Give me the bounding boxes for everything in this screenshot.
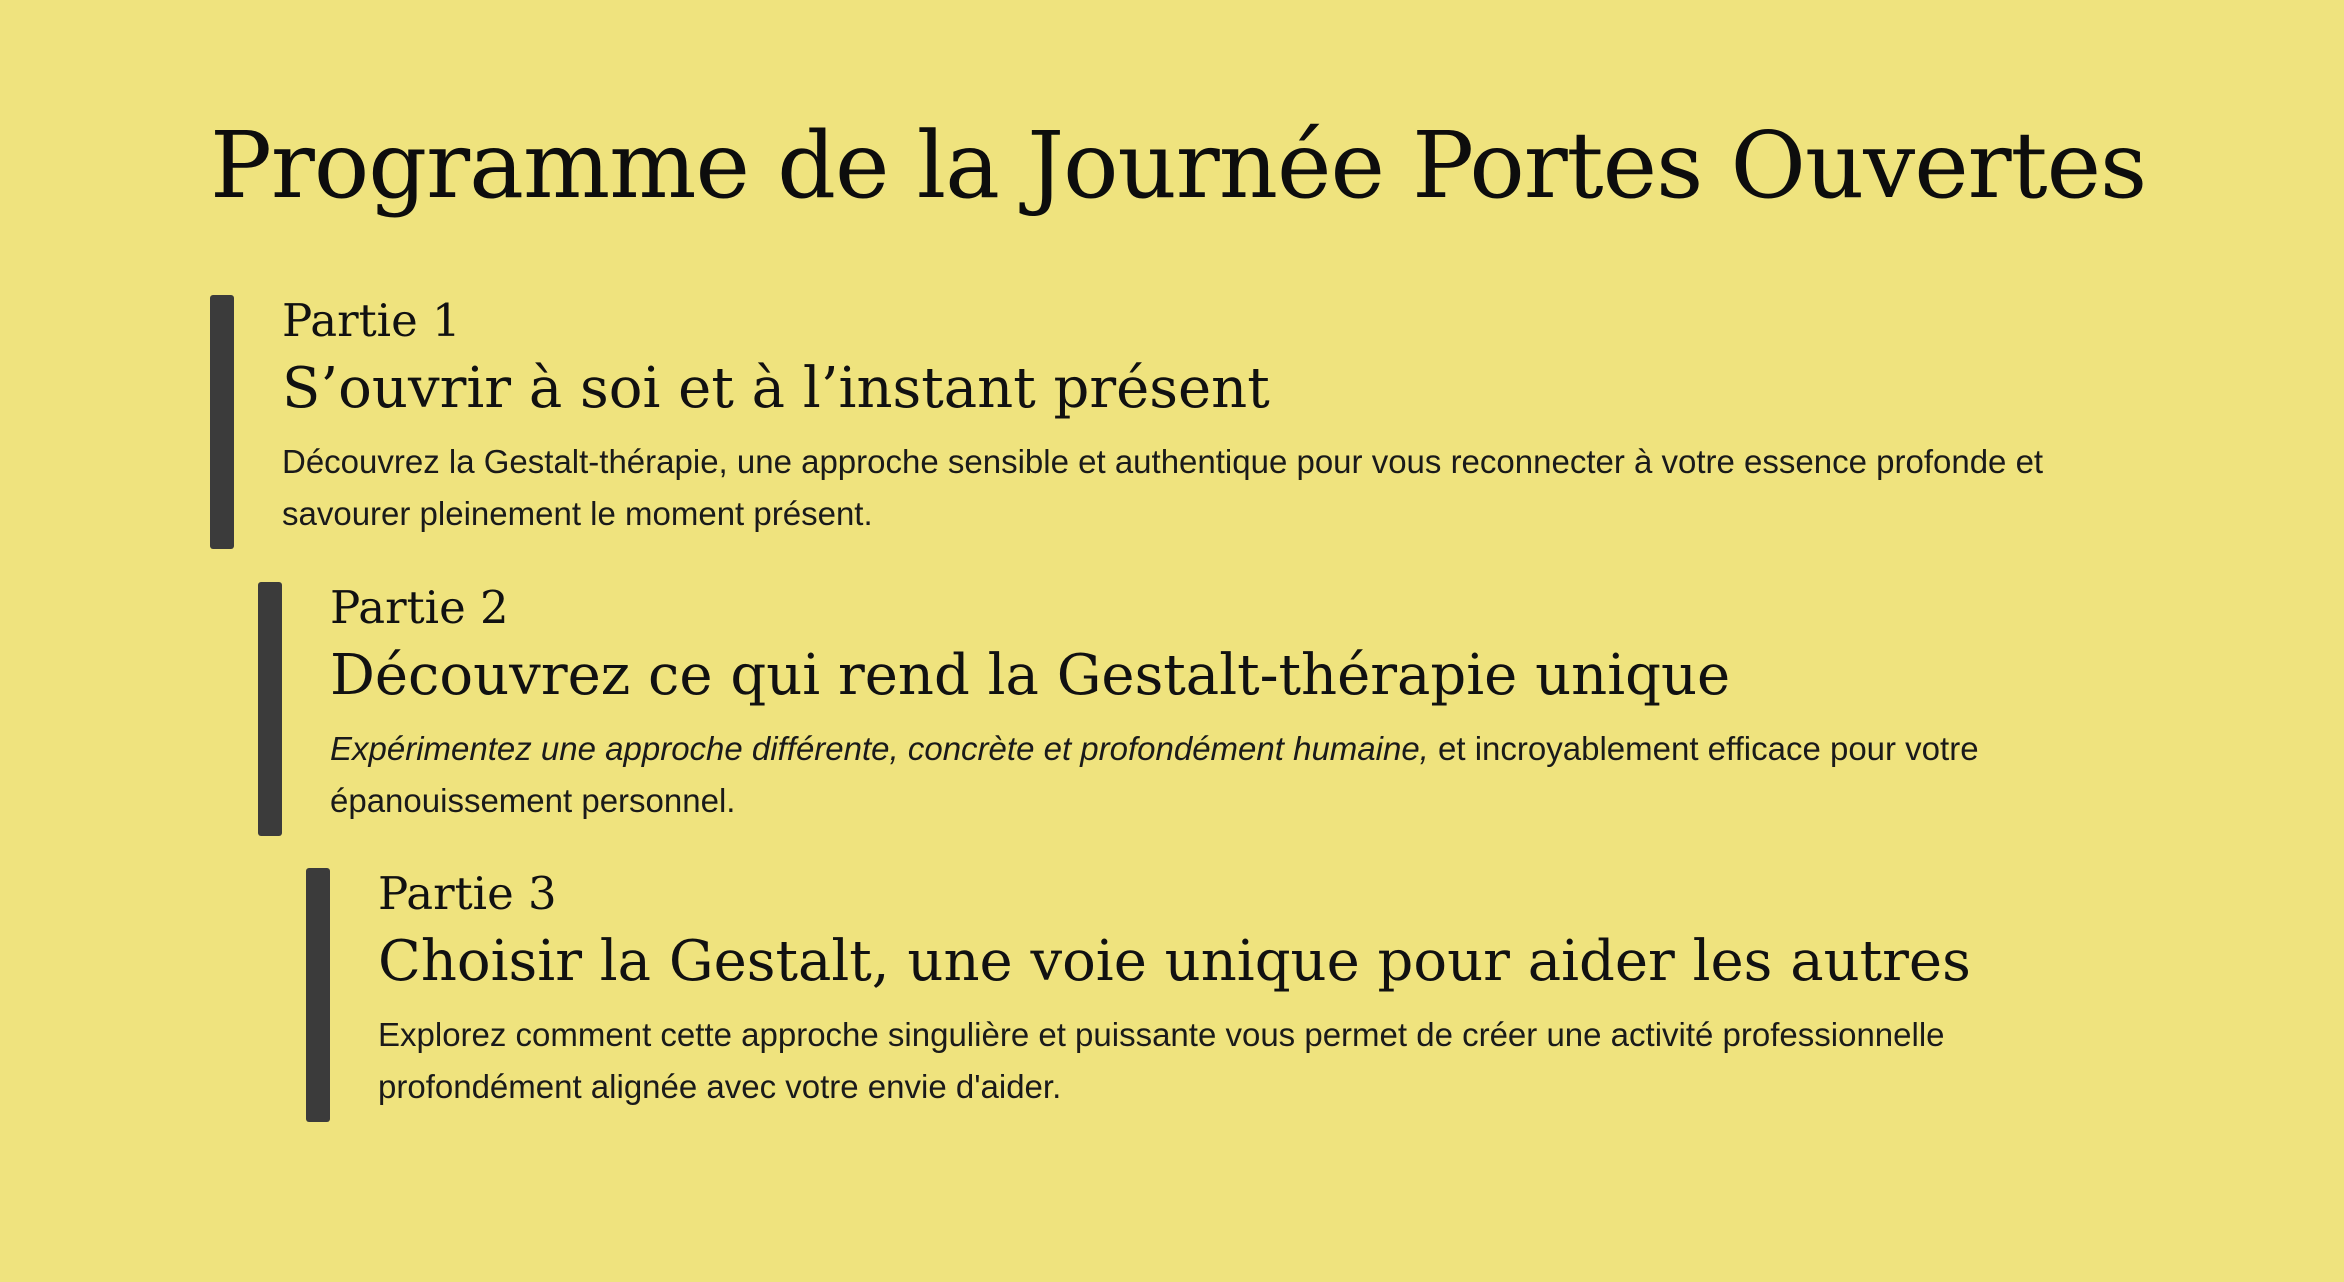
- part-2-title: Découvrez ce qui rend la Gestalt-thérapie unique: [330, 642, 1731, 708]
- part-3-label: Partie 3: [378, 867, 557, 920]
- part-3-description: Explorez comment cette approche singulière et puissante vous permet de créer une activité professionnelle profondément alignée avec votre envie d'aider.: [378, 1015, 1945, 1105]
- part-3-content: [378, 868, 2156, 1122]
- part-1-content: [282, 295, 2060, 549]
- part-3-title: Choisir la Gestalt, une voie unique pour aider les autres: [378, 928, 1971, 994]
- part-2-description-rest: et incroyablement efficace pour votre épanouissement personnel.: [330, 729, 1979, 819]
- program-part-2: [258, 582, 2108, 836]
- program-part-3: [306, 868, 2156, 1122]
- part-1-label: Partie 1: [282, 294, 461, 347]
- part-2-description-italic: Expérimentez une approche différente, concrète et profondément humaine,: [330, 729, 1429, 767]
- part-2-label: Partie 2: [330, 581, 509, 634]
- part-3-accent-bar: [306, 868, 330, 1122]
- part-2-content: [330, 582, 2108, 836]
- program-part-1: [210, 295, 2060, 549]
- part-1-accent-bar: [210, 295, 234, 549]
- part-1-title: S’ouvrir à soi et à l’instant présent: [282, 355, 1270, 421]
- part-2-description: [330, 723, 2108, 827]
- part-2-accent-bar: [258, 582, 282, 836]
- page-title: Programme de la Journée Portes Ouvertes: [210, 112, 2147, 219]
- part-1-description: Découvrez la Gestalt-thérapie, une approche sensible et authentique pour vous reconnecter à votre essence profonde et savourer pleinement le moment présent.: [282, 442, 2044, 532]
